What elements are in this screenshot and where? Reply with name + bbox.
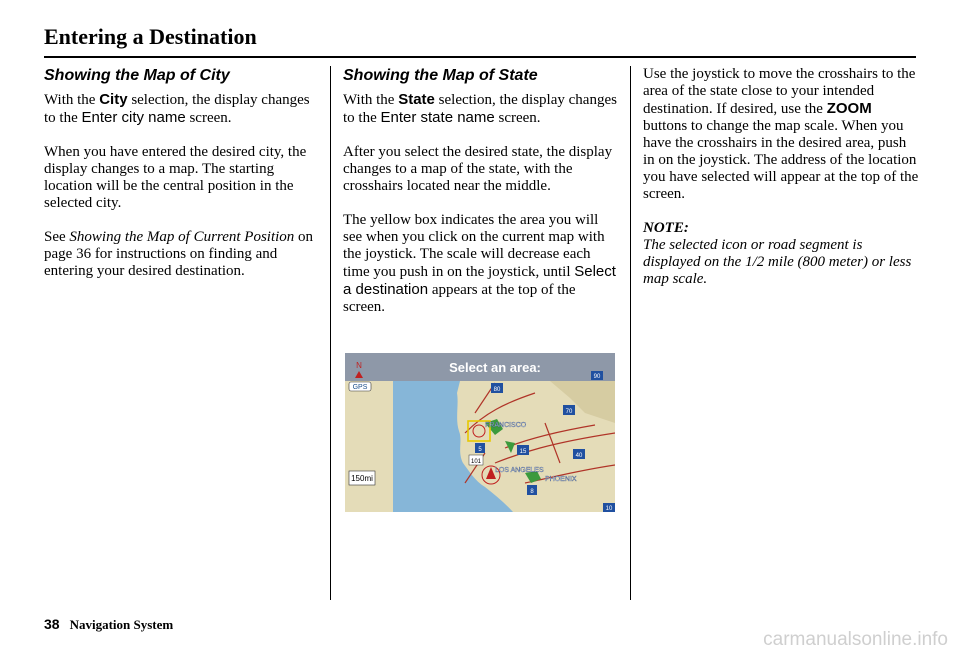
state-paragraph-1 (343, 91, 619, 127)
text: selection, the display changes to the (343, 92, 617, 126)
state-term: State (398, 91, 435, 108)
city-paragraph-1 (44, 91, 320, 127)
note-label (643, 220, 919, 237)
city-label-phoenix: PHOENIX (545, 476, 577, 483)
page-footer (44, 616, 173, 633)
heading-map-of-city: Showing the Map of City (44, 67, 230, 84)
text: With the (343, 92, 399, 108)
footer-label: Navigation System (69, 617, 174, 632)
text: on page 36 for instructions on finding and entering your desired destination. (44, 229, 314, 279)
note-label-text: NOTE: (643, 220, 689, 236)
enter-state-name-term: Enter state name (380, 109, 495, 126)
shield-70-text: 70 (565, 409, 573, 415)
state-paragraph-3 (343, 212, 619, 316)
column-instructions (643, 66, 919, 305)
shield-8-text: 8 (530, 489, 534, 495)
shield-80-text: 80 (493, 387, 501, 393)
heading-map-of-state: Showing the Map of State (343, 67, 538, 84)
text: See (44, 229, 70, 245)
city-paragraph-2: When you have entered the desired city, the display changes to a map. The starting location will be the central position in the selected city. (44, 144, 307, 211)
column-state (343, 66, 619, 333)
city-paragraph-3 (44, 229, 320, 280)
city-term: City (99, 91, 128, 108)
city-label-sf: FRANCISCO (485, 422, 527, 429)
shield-101-text: 101 (470, 459, 482, 465)
column-divider-2 (630, 66, 631, 600)
instructions-paragraph (643, 66, 919, 203)
enter-city-name-term: Enter city name (81, 109, 186, 126)
watermark: carmanualsonline.info (763, 629, 948, 650)
shield-5-text: 5 (478, 447, 482, 453)
shield-90-text: 90 (593, 374, 601, 380)
text: selection, the display changes to the (44, 92, 310, 126)
column-divider-1 (330, 66, 331, 600)
shield-10-text: 10 (605, 506, 613, 512)
text: Use the joystick to move the crosshairs to the area of the state close to your intended destination. If desired, use the (643, 66, 916, 117)
text: With the (44, 92, 100, 108)
text: The yellow box indicates the area you will see when you click on the current map with the joystick. The scale will decrease each time you push in on the joystick, until (343, 212, 605, 280)
state-map-screenshot (345, 353, 615, 512)
state-paragraph-2: After you select the desired state, the display changes to a map of the state, with the crosshairs located near the middle. (343, 144, 613, 194)
scale-label: 150mi (351, 474, 373, 483)
page-title: Entering a Destination (44, 24, 257, 49)
column-city (44, 66, 320, 297)
text: screen. (494, 110, 541, 126)
page-number: 38 (44, 616, 60, 632)
text: screen. (185, 110, 232, 126)
banner-text: Select an area: (449, 360, 541, 375)
city-label-la: LOS ANGELES (495, 467, 544, 474)
text: appears at the top of the screen. (343, 282, 576, 315)
shield-40-text: 40 (575, 453, 583, 459)
gps-label: GPS (352, 384, 368, 391)
note-text: The selected icon or road segment is displayed on the 1/2 mile (800 meter) or less map scale. (643, 237, 912, 287)
zoom-term: ZOOM (826, 100, 872, 117)
shield-15-text: 15 (519, 449, 527, 455)
page-reference: Showing the Map of Current Position (69, 229, 295, 245)
north-label: N (356, 361, 362, 370)
title-rule (44, 56, 916, 58)
text: buttons to change the map scale. When you have the crosshairs in the desired area, push in on the joystick. The address of the location you have selected will appear at the top of the screen. (643, 118, 919, 202)
select-destination-term: Select a destination (343, 263, 616, 298)
